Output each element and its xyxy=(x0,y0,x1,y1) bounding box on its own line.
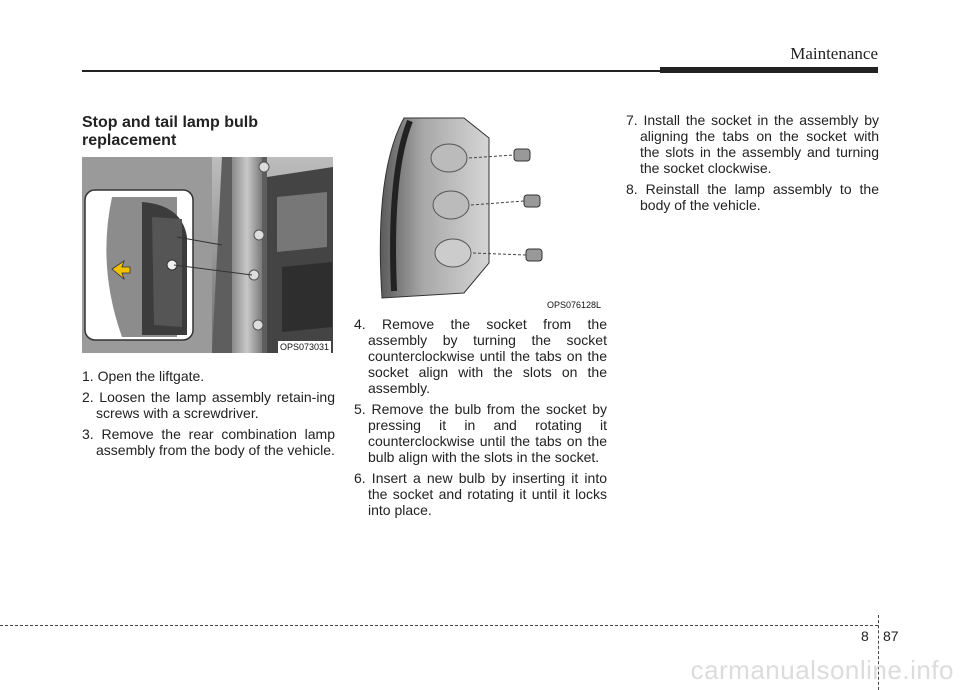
step-item: 1. Open the liftgate. xyxy=(82,368,205,384)
step-item: 3. Remove the rear combination lamp assembly from the body of the vehicle. xyxy=(82,426,335,458)
watermark: carmanualsonline.info xyxy=(690,655,954,685)
lamp-assembly-illustration xyxy=(354,113,605,311)
page-number: 87 xyxy=(883,628,899,644)
liftgate-illustration xyxy=(82,157,333,353)
page-header-title: Maintenance xyxy=(790,44,878,63)
figure-label: OPS073031 xyxy=(279,342,329,352)
step-item: 8. Reinstall the lamp assembly to the body of the vehicle. xyxy=(626,181,879,213)
step-item: 7. Install the socket in the assembly by aligning the tabs on the socket with the slots in the assembly and turning the socket clockwise. xyxy=(626,112,879,176)
step-item: 2. Loosen the lamp assembly retain-ing screws with a screwdriver. xyxy=(82,389,335,421)
chapter-number: 8 xyxy=(861,628,869,644)
figure-liftgate-lamp xyxy=(82,157,333,353)
section-title: Stop and tail lamp bulb replacement xyxy=(82,114,258,149)
footer-divider xyxy=(0,625,878,626)
step-item: 5. Remove the bulb from the socket by pressing it in and rotating it counterclockwise until the tabs on the bulb align with the slots in the socket. xyxy=(354,401,607,465)
steps-list-column-2 xyxy=(354,316,607,523)
figure-lamp-assembly xyxy=(354,113,605,311)
steps-list-column-3 xyxy=(626,112,879,218)
header-rule-accent xyxy=(660,67,878,73)
step-item: 6. Insert a new bulb by inserting it into the socket and rotating it until it locks into place. xyxy=(354,470,607,518)
step-item: 4. Remove the socket from the assembly by turning the socket counterclockwise until the tabs on the socket align with the slots on the assembly. xyxy=(354,316,607,396)
steps-list-column-1 xyxy=(82,368,335,463)
figure-label: OPS076128L xyxy=(546,300,601,310)
